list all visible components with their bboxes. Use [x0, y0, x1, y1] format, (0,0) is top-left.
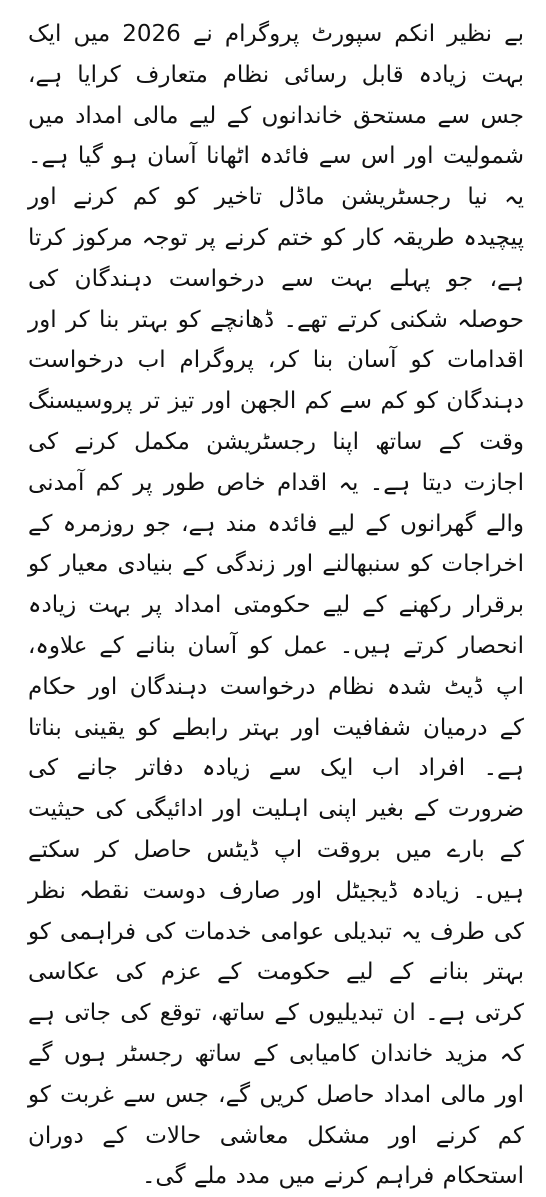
article-paragraph: بے نظیر انکم سپورٹ پروگرام نے 2026 میں ایک بہت زیادہ قابل رسائی نظام متعارف کرایا ہے، جس سے مستحق خاندانوں کے لیے مالی امداد میں شمولیت اور اس سے فائدہ اٹھانا آسان ہو گیا ہے۔ یہ نیا رجسٹریشن ماڈل تاخیر کو کم کرنے اور پیچیدہ طریقہ کار کو ختم کرنے پر توجہ مرکوز کرتا ہے، جو پہلے بہت سے درخواست دہندگان کی حوصلہ شکنی کرتے تھے۔ ڈھانچے کو بہتر بنا کر اور اقدامات کو آسان بنا کر، پروگرام اب درخواست دہندگان کو کم سے کم الجھن اور تیز تر پروسیسنگ وقت کے ساتھ اپنا رجسٹریشن مکمل کرنے کی اجازت دیتا ہے۔ یہ اقدام خاص طور پر کم آمدنی والے گھرانوں کے لیے فائدہ مند ہے، جو روزمرہ کے اخراجات کو سنبھالنے اور زندگی کے بنیادی معیار کو برقرار رکھنے کے لیے حکومتی امداد پر بہت زیادہ انحصار کرتے ہیں۔ عمل کو آسان بنانے کے علاوہ، اپ ڈیٹ شدہ نظام درخواست دہندگان اور حکام کے درمیان شفافیت اور بہتر رابطے کو یقینی بناتا ہے۔ افراد اب ایک سے زیادہ دفاتر جانے کی ضرورت کے بغیر اپنی اہلیت اور ادائیگی کی حیثیت کے بارے میں بروقت اپ ڈیٹس حاصل کر سکتے ہیں۔ زیادہ ڈیجیٹل اور صارف دوست نقطہ نظر کی طرف یہ تبدیلی عوامی خدمات کی فراہمی کو بہتر بنانے کے لیے حکومت کے عزم کی عکاسی کرتی ہے۔ ان تبدیلیوں کے ساتھ، توقع کی جاتی ہے کہ مزید خاندان کامیابی کے ساتھ رجسٹر ہوں گے اور مالی امداد حاصل کریں گے، جس سے غربت کو کم کرنے اور مشکل معاشی حالات کے دوران استحکام فراہم کرنے میں مدد ملے گی۔	[28, 21, 524, 1190]
article-body	[28, 14, 524, 1190]
